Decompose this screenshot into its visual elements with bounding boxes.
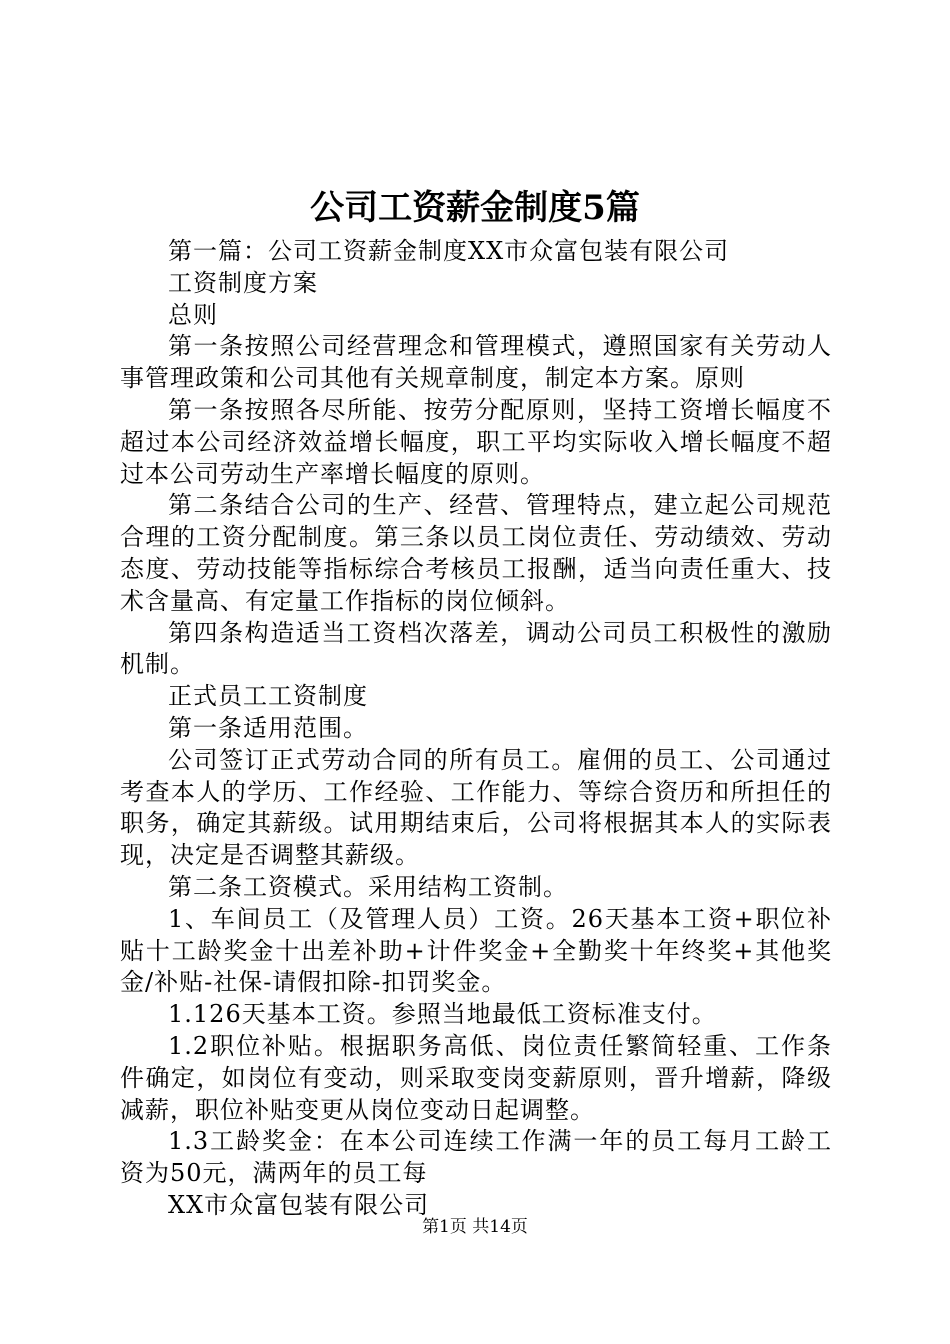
paragraph: 第一条适用范围。: [168, 713, 368, 742]
document-body: [120, 236, 832, 1222]
paragraph: 正式员工工资制度: [168, 682, 368, 711]
paragraph: 1.126天基本工资。参照当地最低工资标准支付。: [168, 1000, 717, 1029]
document-title: 公司工资薪金制度5篇: [310, 188, 640, 228]
page-number: 第1页 共14页: [422, 1217, 528, 1237]
paragraph: 第四条构造适当工资档次落差，调动公司员工积极性的激励机制。: [120, 618, 832, 679]
paragraph: 第二条工资模式。采用结构工资制。: [168, 872, 568, 901]
paragraph: XX市众富包装有限公司: [168, 1190, 430, 1219]
paragraph: 第一篇：公司工资薪金制度XX市众富包装有限公司: [168, 237, 730, 265]
paragraph: 第一条按照各尽所能、按劳分配原则，坚持工资增长幅度不超过本公司经济效益增长幅度，职工平均实际收入增长幅度不超过本公司劳动生产率增长幅度的原则。: [120, 395, 832, 488]
paragraph: 1.3工龄奖金：在本公司连续工作满一年的员工每月工龄工资为50元，满两年的员工每: [120, 1127, 832, 1188]
paragraph: 1.2职位补贴。根据职务高低、岗位责任繁简轻重、工作条件确定，如岗位有变动，则采取变岗变薪原则，晋升增薪，降级减薪，职位补贴变更从岗位变动日起调整。: [120, 1031, 832, 1124]
paragraph: 第二条结合公司的生产、经营、管理特点，建立起公司规范合理的工资分配制度。第三条以员工岗位责任、劳动绩效、劳动态度、劳动技能等指标综合考核员工报酬，适当向责任重大、技术含量高、有定量工作指标的岗位倾斜。: [120, 491, 832, 615]
paragraph: 总则: [168, 300, 218, 329]
paragraph: 工资制度方案: [168, 268, 318, 297]
paragraph: 公司签订正式劳动合同的所有员工。雇佣的员工、公司通过考查本人的学历、工作经验、工作能力、等综合资历和所担任的职务，确定其薪级。试用期结束后，公司将根据其本人的实际表现，决定是否调整其薪级。: [120, 745, 832, 870]
paragraph: 第一条按照公司经营理念和管理模式，遵照国家有关劳动人事管理政策和公司其他有关规章制度，制定本方案。原则: [120, 332, 832, 393]
paragraph: 1、车间员工（及管理人员）工资。26天基本工资+职位补贴十工龄奖金十出差补助+计件奖金+全勤奖十年终奖+其他奖金/补贴-社保-请假扣除-扣罚奖金。: [120, 904, 832, 997]
